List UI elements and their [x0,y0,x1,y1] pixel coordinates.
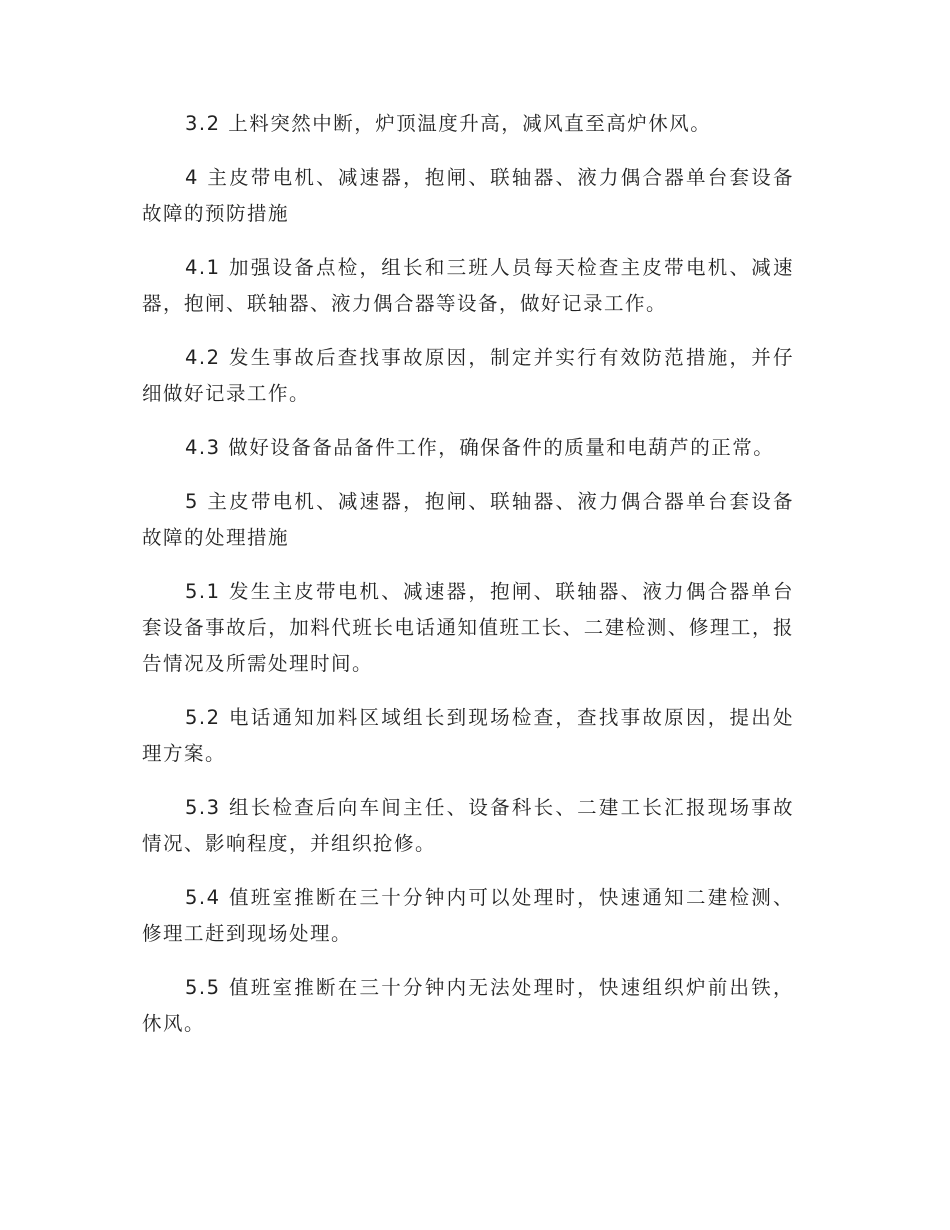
paragraph-4-2: 4.2 发生事故后查找事故原因，制定并实行有效防范措施，并仔细做好记录工作。 [142,346,794,405]
heading-section-4: 4 主皮带电机、减速器，抱闸、联轴器、液力偶合器单台套设备故障的预防措施 [142,166,794,225]
paragraph-4-1: 4.1 加强设备点检，组长和三班人员每天检查主皮带电机、减速器，抱闸、联轴器、液力偶合器等设备，做好记录工作。 [142,256,794,315]
paragraph-5-4: 5.4 值班室推断在三十分钟内可以处理时，快速通知二建检测、修理工赶到现场处理。 [142,886,794,945]
paragraph-5-2: 5.2 电话通知加料区域组长到现场检查，查找事故原因，提出处理方案。 [142,706,794,765]
paragraph-5-3: 5.3 组长检查后向车间主任、设备科长、二建工长汇报现场事故情况、影响程度，并组织抢修。 [142,796,794,855]
document-body [142,106,794,1060]
paragraph-3-2: 3.2 上料突然中断，炉顶温度升高，减风直至高炉休风。 [185,112,712,135]
paragraph-5-5: 5.5 值班室推断在三十分钟内无法处理时，快速组织炉前出铁，休风。 [142,976,794,1035]
heading-section-5: 5 主皮带电机、减速器，抱闸、联轴器、液力偶合器单台套设备故障的处理措施 [142,490,794,549]
paragraph-4-3: 4.3 做好设备备品备件工作，确保备件的质量和电葫芦的正常。 [185,436,775,459]
paragraph-5-1: 5.1 发生主皮带电机、减速器，抱闸、联轴器、液力偶合器单台套设备事故后，加料代班长电话通知值班工长、二建检测、修理工，报告情况及所需处理时间。 [142,580,794,675]
